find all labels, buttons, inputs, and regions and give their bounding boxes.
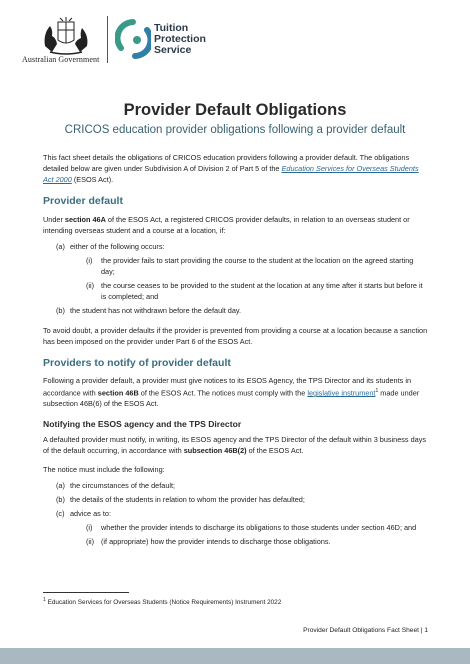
page-title: Provider Default Obligations — [123, 101, 347, 119]
notice-include-paragraph: The notice must include the following: — [43, 465, 165, 475]
list-item: (b) the student has not withdrawn before the default day. — [56, 306, 242, 315]
notify-paragraph: A defaulted provider must notify, in writing, its ESOS agency and the TPS Director of the default within 3 business days of the default occurring, in accordance with subsection 46B(2) of the ESOS Act. — [43, 435, 427, 456]
page-header — [0, 0, 470, 72]
header-divider — [107, 16, 108, 63]
esos-act-link[interactable]: Education Services for Overseas Students Act 2000 — [43, 164, 419, 184]
document-body — [43, 152, 429, 547]
footer-bar — [0, 648, 470, 664]
section-heading-provider-default: Provider default — [43, 195, 123, 207]
section-heading-notify: Providers to notify of provider default — [43, 357, 231, 369]
footnote: $^1$ Education Services for Overseas Students (Notice Requirements) Instrument 2022 — [43, 597, 282, 607]
government-name: Australian Government — [22, 55, 100, 64]
list-item: (a) the circumstances of the default; — [56, 481, 176, 491]
legislative-instrument-link[interactable]: legislative instrument — [307, 388, 376, 398]
list-item: (b) the details of the students in relation to whom the provider has defaulted; — [56, 495, 305, 505]
tps-logo-icon — [115, 18, 151, 60]
list-item: (ii) (if appropriate) how the provider intends to discharge those obligations. — [86, 537, 331, 547]
section46a-paragraph: Under section 46A of the ESOS Act, a registered CRICOS provider defaults, in relation to an overseas student or intending overseas student and a course at a location, if: — [43, 215, 410, 235]
footnote-marker: 1 — [375, 388, 379, 394]
section46b-paragraph: Following a provider default, a provider must give notices to its ESOS Agency, the TPS Director and its students in accordance with section 46B of the ESOS Act. The notices must comply with the legislative instrument$^1$ made under subsection 46B(6) of the ESOS Act. — [43, 376, 420, 409]
list-item: (c) advice as to: — [56, 509, 111, 519]
page-footer-label: Provider Default Obligations Fact Sheet | 1 — [303, 627, 428, 634]
list-item: (a) either of the following occurs: — [56, 242, 165, 251]
footnote-divider — [43, 592, 129, 593]
list-item: (ii) the course ceases to be provided to the student at the location at any time after it starts but before it is completed; and — [86, 281, 423, 301]
commonwealth-crest-icon — [40, 16, 92, 56]
sanction-paragraph: To avoid doubt, a provider defaults if the provider is prevented from providing a course at a location because a sanction has been imposed on the provider under Part 6 of the ESOS Act. — [43, 326, 428, 346]
intro-paragraph: This fact sheet details the obligations of CRICOS education providers following a provider default. The obligations detailed below are given under Subdivision A of Division 2 of Part 5 of the Education Services for Overseas Students Act 2000 (ESOS Act). — [43, 153, 419, 184]
sub-heading-notifying: Notifying the ESOS agency and the TPS Director — [43, 419, 242, 430]
list-item: (i) the provider fails to start providing the course to the student at the location on the agreed starting day; — [86, 256, 414, 276]
tps-wordmark: Tuition Protection Service — [154, 22, 206, 56]
page-subtitle: CRICOS education provider obligations following a provider default — [64, 124, 406, 136]
list-item: (i) whether the provider intends to discharge its obligations to those students under section 46D; and — [86, 523, 417, 533]
